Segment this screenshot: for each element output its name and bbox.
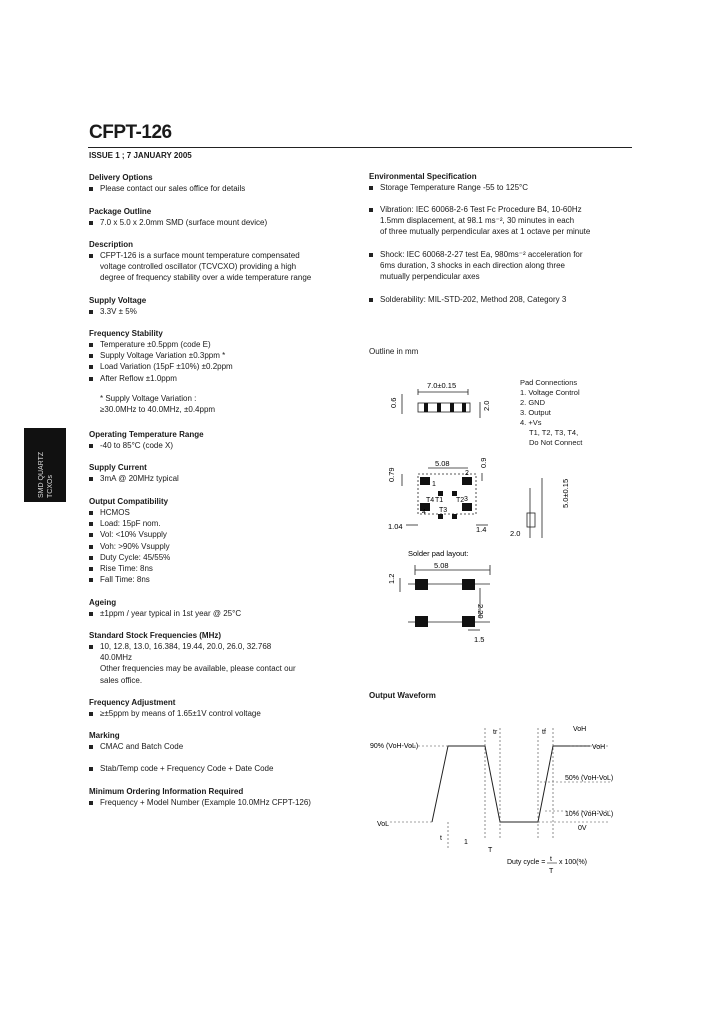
description-line: voltage controlled oscillator (TCVCXO) providing a high xyxy=(100,262,297,272)
stability-note: * Supply Voltage Variation : xyxy=(100,393,197,403)
solder-title: Solder pad layout: xyxy=(408,549,469,558)
wave-90: 90% (VoH-VoL) xyxy=(370,743,419,750)
wave-one: 1 xyxy=(464,839,468,846)
delivery-heading: Delivery Options xyxy=(89,173,153,182)
shock-line: mutually perpendicular axes xyxy=(380,272,480,282)
dim-h20: 2.0 xyxy=(482,400,491,411)
wave-tf: tf xyxy=(542,729,546,736)
operating-temp-heading: Operating Temperature Range xyxy=(89,430,204,439)
wave-tr: tr xyxy=(493,729,498,736)
shock-line: 6ms duration, 3 shocks in each direction along three xyxy=(380,261,565,271)
pad-line: 4. +Vs xyxy=(520,418,542,427)
freq-line: sales office. xyxy=(100,675,143,685)
vibration-line: 1.5mm displacement, at 98.1 ms⁻², 30 minutes in each xyxy=(380,216,575,226)
dim-50: 5.0±0.15 xyxy=(561,478,570,508)
pad-line: 1. Voltage Control xyxy=(520,388,580,397)
output-compat-heading: Output Compatibility xyxy=(89,497,169,506)
freq-line: 10, 12.8, 13.0, 16.384, 19.44, 20.0, 26.0, 32.768 xyxy=(89,641,359,652)
pad-line: 3. Output xyxy=(520,408,551,417)
duty-label: Duty cycle = xyxy=(507,859,546,866)
list-item: Load Variation (15pF ±10%) ±0.2ppm xyxy=(89,361,349,372)
description-heading: Description xyxy=(89,240,134,249)
wave-10: 10% (VoH-VoL) xyxy=(565,811,614,818)
outline-heading: Outline in mm xyxy=(369,347,419,356)
pin-label: T2 xyxy=(456,497,465,504)
pad-line: Do Not Connect xyxy=(529,438,583,447)
solderability: Solderability: MIL-STD-202, Method 208, Category 3 xyxy=(369,294,644,305)
ordering-heading: Minimum Ordering Information Required xyxy=(89,787,244,796)
dim-width: 7.0±0.15 xyxy=(427,381,457,390)
wave-vol: VoL xyxy=(377,821,390,828)
vibration-line: Vibration: IEC 60068-2-6 Test Fc Procedure B4, 10-60Hz xyxy=(369,204,644,215)
dim-079: 0.79 xyxy=(387,467,396,482)
duty-suffix: x 100(%) xyxy=(559,859,588,866)
ageing-heading: Ageing xyxy=(89,598,117,607)
dim-104: 1.04 xyxy=(388,522,403,531)
wave-0v: 0V xyxy=(578,825,587,832)
list-item: 3mA @ 20MHz typical xyxy=(89,473,349,484)
stability-note: ≥30.0MHz to 40.0MHz, ±0.4ppm xyxy=(100,405,216,415)
dim-14: 1.4 xyxy=(476,525,487,534)
list-item: HCMOS xyxy=(89,507,349,518)
description-line: degree of frequency stability over a wide temperature range xyxy=(100,273,312,283)
pin-label: 4 xyxy=(422,509,426,516)
waveform-heading: Output Waveform xyxy=(369,691,436,700)
list-item: Fall Time: 8ns xyxy=(89,574,349,585)
side-tab-line1: SMD QUARTZ xyxy=(38,451,45,498)
wave-voh-top: VoH xyxy=(573,726,587,733)
list-item: Please contact our sales office for details xyxy=(89,183,349,194)
list-item: Load: 15pF nom. xyxy=(89,518,349,529)
list-item: After Reflow ±1.0ppm xyxy=(89,373,349,384)
solder-15: 1.5 xyxy=(474,635,485,644)
solder-12: 1.2 xyxy=(387,573,396,584)
package-heading: Package Outline xyxy=(89,207,152,216)
wave-T: T xyxy=(488,847,493,854)
list-item: Vol: <10% Vsupply xyxy=(89,529,349,540)
storage-temp: Storage Temperature Range -55 to 125°C xyxy=(369,182,639,193)
description-line: CFPT-126 is a surface mount temperature compensated xyxy=(89,250,359,261)
pin-label: 2 xyxy=(465,470,469,477)
list-item: Supply Voltage Variation ±0.3ppm * xyxy=(89,350,349,361)
wave-t-small: t xyxy=(440,835,442,842)
side-tab xyxy=(24,428,66,502)
list-item: Stab/Temp code + Frequency Code + Date Code xyxy=(89,763,349,774)
title-rule xyxy=(88,147,632,148)
pin-label: T4 xyxy=(426,497,435,504)
pad-connections-title: Pad Connections xyxy=(520,378,578,387)
list-item: Voh: >90% Vsupply xyxy=(89,541,349,552)
list-item: Duty Cycle: 45/55% xyxy=(89,552,349,563)
list-item: ±1ppm / year typical in 1st year @ 25°C xyxy=(89,608,349,619)
list-item: ≥±5ppm by means of 1.65±1V control voltage xyxy=(89,708,349,719)
outline-drawing xyxy=(380,378,630,658)
shock-line: Shock: IEC 60068-2-27 test Ea, 980ms⁻² acceleration for xyxy=(369,249,644,260)
duty-den: T xyxy=(549,868,554,875)
pin-label: T1 xyxy=(435,497,444,504)
supply-current-heading: Supply Current xyxy=(89,463,147,472)
frequency-stability-heading: Frequency Stability xyxy=(89,329,163,338)
pin-label: 3 xyxy=(464,496,468,503)
list-item: 7.0 x 5.0 x 2.0mm SMD (surface mount device) xyxy=(89,217,349,228)
dim-09: 0.9 xyxy=(479,457,488,468)
freq-adjust-heading: Frequency Adjustment xyxy=(89,698,176,707)
dim-h06: 0.6 xyxy=(389,397,398,408)
duty-num: t xyxy=(550,856,552,863)
solder-508: 5.08 xyxy=(434,561,449,570)
side-tab-line2: TCXOs xyxy=(47,475,54,498)
supply-voltage-heading: Supply Voltage xyxy=(89,296,147,305)
dim-508: 5.08 xyxy=(435,459,450,468)
pin-label: 1 xyxy=(432,481,436,488)
list-item: Temperature ±0.5ppm (code E) xyxy=(89,339,349,350)
list-item: CMAC and Batch Code xyxy=(89,741,349,752)
issue-date: ISSUE 1 ; 7 JANUARY 2005 xyxy=(89,151,192,160)
solder-220: 2.20 xyxy=(476,604,485,619)
list-item: 3.3V ± 5% xyxy=(89,306,349,317)
waveform-diagram xyxy=(370,718,620,878)
pad-line: 2. GND xyxy=(520,398,546,407)
env-heading: Environmental Specification xyxy=(369,172,477,181)
standard-freqs-heading: Standard Stock Frequencies (MHz) xyxy=(89,631,222,640)
list-item: -40 to 85°C (code X) xyxy=(89,440,349,451)
dim-20b: 2.0 xyxy=(510,529,521,538)
page-title: CFPT-126 xyxy=(89,122,172,143)
wave-voh: VoH xyxy=(592,744,606,751)
pad-line: T1, T2, T3, T4, xyxy=(529,428,579,437)
freq-line: 40.0MHz xyxy=(100,653,133,663)
pin-label: T3 xyxy=(439,507,448,514)
list-item: Frequency + Model Number (Example 10.0MHz CFPT-126) xyxy=(89,797,349,808)
list-item: Rise Time: 8ns xyxy=(89,563,349,574)
vibration-line: of three mutually perpendicular axes at 1 octave per minute xyxy=(380,227,591,237)
freq-line: Other frequencies may be available, please contact our xyxy=(100,664,296,674)
marking-heading: Marking xyxy=(89,731,120,740)
wave-50: 50% (VoH-VoL) xyxy=(565,775,614,782)
